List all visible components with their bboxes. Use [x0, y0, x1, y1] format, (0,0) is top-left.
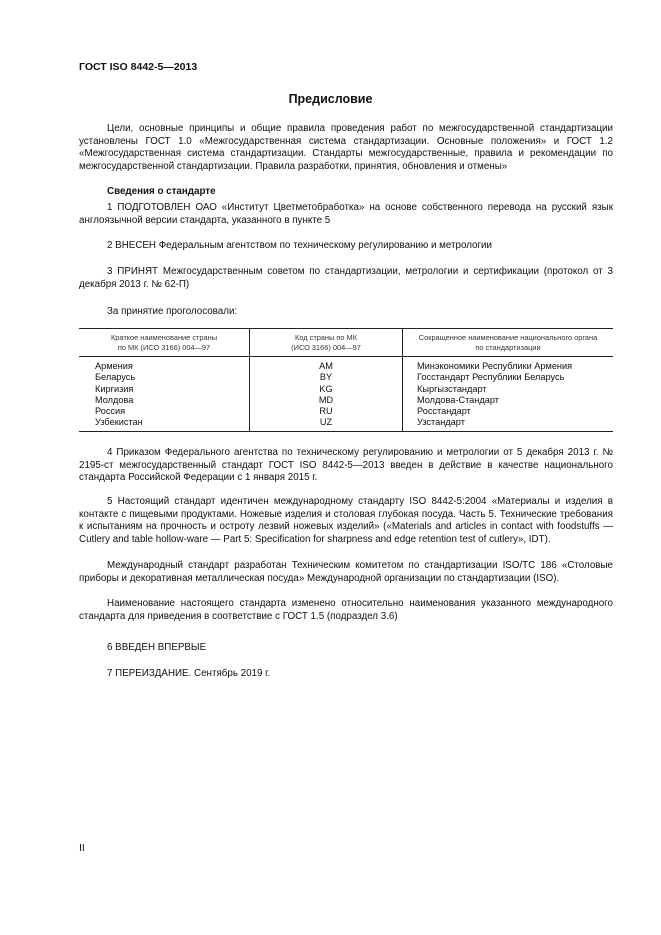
- intro-paragraph: Цели, основные принципы и общие правила проведения работ по межгосударственной стандартизации установлены ГОСТ 1.0 «Межгосударственная система стандартизации. Основные положения» и ГОСТ 1.2 «Межгосударственная система стандартизации. Стандарты межгосударственные, правила и рекомендации по межгосударственной стандартизации. Правила разработки, принятия, обновления и отмены»: [79, 123, 613, 172]
- table-header-row: [79, 329, 613, 357]
- body-cell: Минэкономики Республики Армения: [403, 357, 614, 373]
- header-country-line1: Краткое наименование страны: [110, 333, 218, 342]
- body-cell: Госстандарт Республики Беларусь: [403, 372, 614, 383]
- code-cell: RU: [250, 406, 403, 417]
- table-row: [79, 357, 613, 373]
- table-row: [79, 395, 613, 406]
- country-cell: Россия: [95, 406, 126, 417]
- item-5-committee-paragraph: Международный стандарт разработан Техническим комитетом по стандартизации ISO/TC 186 «Столовые приборы и декоративная металлическая посуда» Международной организации по стандартизации (ISO).: [79, 560, 613, 584]
- header-body-line2: по стандартизации: [475, 343, 541, 352]
- item-2-paragraph: 2 ВНЕСЕН Федеральным агентством по техническому регулированию и метрологии: [107, 240, 493, 251]
- table-header-code: [250, 329, 403, 357]
- item-5-paragraph: 5 Настоящий стандарт идентичен международному стандарту ISO 8442-5:2004 «Материалы и изделия в контакте с пищевыми продуктами. Ножевые изделия и столовая глубокая посуда. Часть 5. Технические требования к испытаниям на прочность и остроту лезвий ножевых изделий» («Materials and articles in contact with foodstuffs — Cutlery and table hollow-ware — Part 5: Specification for sharpness and edge retention test of cutlery», IDT).: [79, 496, 613, 545]
- country-cell: Молдова: [95, 394, 134, 405]
- country-cell: Узбекистан: [79, 417, 250, 431]
- page-number: II: [79, 842, 85, 854]
- item-7-paragraph: 7 ПЕРЕИЗДАНИЕ. Сентябрь 2019 г.: [107, 668, 271, 679]
- table-row: [79, 406, 613, 417]
- code-cell: BY: [250, 372, 403, 383]
- country-cell: Армения: [95, 361, 133, 371]
- page-title: Предисловие: [288, 92, 373, 106]
- body-cell: Молдова-Стандарт: [403, 395, 614, 406]
- item-3-paragraph: 3 ПРИНЯТ Межгосударственным советом по стандартизации, метрологии и сертификации (протокол от 3 декабря 2013 г. № 62-П): [79, 266, 613, 290]
- header-code-line1: Код страны по МК: [295, 333, 357, 342]
- vote-intro: За принятие проголосовали:: [107, 306, 238, 317]
- body-cell: Кыргызстандарт: [403, 384, 614, 395]
- item-5-name-change-paragraph: Наименование настоящего стандарта изменено относительно наименования указанного международного стандарта для приведения в соответствие с ГОСТ 1.5 (подраздел 3.6): [79, 598, 613, 622]
- table-row: [79, 384, 613, 395]
- code-cell: AM: [250, 357, 403, 373]
- voting-table: [79, 328, 613, 432]
- item-1-paragraph: 1 ПОДГОТОВЛЕН ОАО «Институт Цветметобработка» на основе собственного перевода на русский язык англоязычной версии стандарта, указанного в пункте 5: [79, 202, 613, 226]
- country-cell: Беларусь: [95, 372, 136, 383]
- table-row: [79, 372, 613, 383]
- country-cell: Киргизия: [95, 383, 134, 394]
- table-header-body: [403, 329, 614, 357]
- body-cell: Росстандарт: [403, 406, 614, 417]
- code-cell: KG: [250, 384, 403, 395]
- body-cell: Узстандарт: [403, 417, 614, 431]
- header-body-line1: Сокращенное наименование национального органа: [418, 333, 598, 342]
- code-cell: MD: [250, 395, 403, 406]
- table-row: [79, 417, 613, 431]
- item-4-paragraph: 4 Приказом Федерального агентства по техническому регулированию и метрологии от 5 декабря 2013 г. № 2195-ст межгосударственный стандарт ГОСТ ISO 8442-5—2013 введен в действие в качестве национального стандарта Российской Федерации с 1 января 2015 г.: [79, 447, 613, 484]
- code-cell: UZ: [250, 417, 403, 431]
- item-6-paragraph: 6 ВВЕДЕН ВПЕРВЫЕ: [107, 642, 207, 653]
- table-header-country: [79, 329, 250, 357]
- info-heading: Сведения о стандарте: [107, 186, 216, 197]
- header-country-line2: по МК (ИСО 3166) 004—97: [117, 343, 211, 352]
- document-code: ГОСТ ISO 8442-5—2013: [79, 61, 198, 73]
- header-code-line2: (ИСО 3166) 004—97: [291, 343, 361, 352]
